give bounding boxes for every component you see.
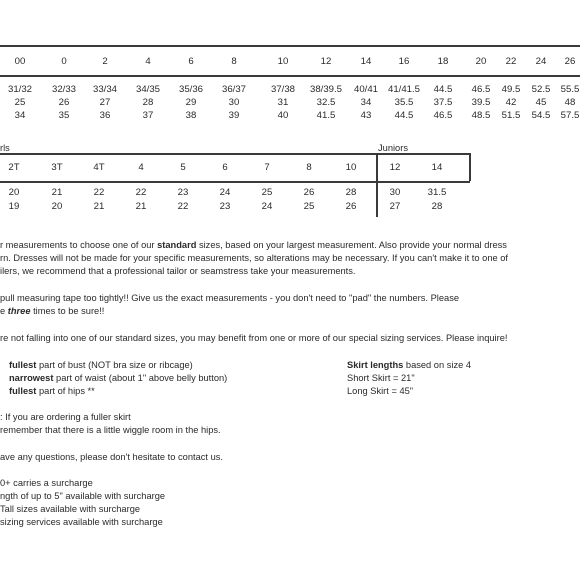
women-size-header: 2 <box>102 56 108 67</box>
women-size-cell: 36/37 <box>221 84 246 95</box>
women-size-header: 26 <box>564 56 576 67</box>
instructions-text: sizes, based on your largest measurement. Also provide your normal dress <box>196 240 507 250</box>
women-size-header: 4 <box>145 56 151 67</box>
girls-size-cell: 22 <box>177 201 189 212</box>
girls-size-cell: 23 <box>177 187 189 198</box>
girls-size-cell: 26 <box>345 201 357 212</box>
women-size-cell: 27 <box>99 97 111 108</box>
juniors-label: Juniors <box>378 143 408 153</box>
women-size-cell: 32.5 <box>316 97 336 108</box>
women-size-cell: 31 <box>277 97 289 108</box>
girls-size-header: 5 <box>180 162 186 173</box>
girls-size-header: 4 <box>138 162 144 173</box>
hips-instruction <box>9 385 95 397</box>
girls-size-cell: 26 <box>303 187 315 198</box>
bust-instruction <box>9 359 193 371</box>
girls-table-divider <box>0 181 470 183</box>
women-size-cell: 40/41 <box>353 84 378 95</box>
women-size-cell: 35.5 <box>394 97 414 108</box>
women-size-cell: 52.5 <box>531 84 551 95</box>
girls-size-header: 4T <box>93 162 105 173</box>
women-size-cell: 35 <box>58 110 70 121</box>
women-table-divider <box>0 75 580 77</box>
instructions-line-3: ilers, we recommend that a professional tailor or seamstress take your measurements. <box>0 266 356 276</box>
women-size-cell: 41/41.5 <box>387 84 420 95</box>
girls-size-cell: 20 <box>8 187 20 198</box>
skirt-lengths-title: Skirt lengths <box>347 360 404 370</box>
short-skirt-length: Short Skirt = 21" <box>347 373 415 383</box>
women-size-cell: 31/32 <box>7 84 32 95</box>
girls-table-top-border <box>0 153 470 155</box>
girls-size-cell: 28 <box>345 187 357 198</box>
women-size-cell: 29 <box>185 97 197 108</box>
women-size-cell: 55.5 <box>560 84 580 95</box>
girls-size-header: 8 <box>306 162 312 173</box>
surcharge-line-3: Tall sizes available with surcharge <box>0 504 141 514</box>
women-size-header: 6 <box>188 56 194 67</box>
hips-text: part of hips ** <box>36 386 95 396</box>
women-size-cell: 34 <box>14 110 26 121</box>
bust-emphasis: fullest <box>9 360 37 370</box>
women-size-cell: 51.5 <box>501 110 521 121</box>
long-skirt-length: Long Skirt = 45" <box>347 386 414 396</box>
girls-size-cell: 30 <box>389 187 401 198</box>
women-size-cell: 34 <box>360 97 372 108</box>
girls-size-header: 3T <box>51 162 63 173</box>
girls-size-cell: 24 <box>261 201 273 212</box>
girls-size-cell: 25 <box>303 201 315 212</box>
instructions-text: r measurements to choose one of our <box>0 240 158 250</box>
girls-size-cell: 22 <box>135 187 147 198</box>
women-size-cell: 44.5 <box>433 84 453 95</box>
girls-size-cell: 22 <box>93 187 105 198</box>
women-table-top-border <box>0 45 580 47</box>
instructions-line-1 <box>0 239 507 251</box>
women-size-cell: 41.5 <box>316 110 336 121</box>
women-size-header: 14 <box>360 56 372 67</box>
women-size-header: 16 <box>398 56 410 67</box>
surcharge-line-4: sizing services available with surcharge <box>0 517 163 527</box>
skirt-lengths-heading <box>347 359 471 371</box>
surcharge-line-2: ngth of up to 5" available with surcharge <box>0 491 166 501</box>
contact-line: ave any questions, please don't hesitate to contact us. <box>0 452 223 462</box>
hips-emphasis: fullest <box>9 386 37 396</box>
girls-size-cell: 28 <box>431 201 443 212</box>
girls-size-header: 7 <box>264 162 270 173</box>
women-size-cell: 45 <box>535 97 547 108</box>
girls-table-right-border <box>469 153 471 181</box>
three-emphasis: three <box>7 306 31 316</box>
standard-emphasis: standard <box>157 240 197 250</box>
women-size-cell: 35/36 <box>178 84 203 95</box>
instructions-line-2: rn. Dresses will not be made for your specific measurements, so alterations may be necessary. If you can't make it to one of <box>0 253 508 263</box>
girls-size-header: 6 <box>222 162 228 173</box>
girls-size-header: 14 <box>431 162 443 173</box>
girls-size-cell: 21 <box>135 201 147 212</box>
tape-warning-text: e <box>0 306 8 316</box>
women-size-cell: 40 <box>277 110 289 121</box>
women-size-cell: 44.5 <box>394 110 414 121</box>
women-size-cell: 37/38 <box>270 84 295 95</box>
women-size-cell: 25 <box>14 97 26 108</box>
women-size-cell: 39 <box>228 110 240 121</box>
girls-size-cell: 31.5 <box>427 187 447 198</box>
women-size-cell: 46.5 <box>433 110 453 121</box>
women-size-cell: 39.5 <box>471 97 491 108</box>
women-size-cell: 43 <box>360 110 372 121</box>
women-size-cell: 37 <box>142 110 154 121</box>
special-sizing-note: re not falling into one of our standard sizes, you may benefit from one or more of our special sizing services. Please inquire! <box>0 333 508 343</box>
girls-size-cell: 27 <box>389 201 401 212</box>
women-size-cell: 34/35 <box>135 84 160 95</box>
girls-size-cell: 20 <box>51 201 63 212</box>
women-size-cell: 38/39.5 <box>309 84 342 95</box>
girls-size-cell: 21 <box>51 187 63 198</box>
girls-size-cell: 25 <box>261 187 273 198</box>
women-size-cell: 48 <box>564 97 576 108</box>
women-size-header: 18 <box>437 56 449 67</box>
girls-size-header: 12 <box>389 162 401 173</box>
women-size-header: 12 <box>320 56 332 67</box>
girls-size-header: 2T <box>8 162 20 173</box>
bust-text: part of bust (NOT bra size or ribcage) <box>36 360 193 370</box>
women-size-header: 24 <box>535 56 547 67</box>
women-size-cell: 28 <box>142 97 154 108</box>
women-size-cell: 42 <box>505 97 517 108</box>
girls-size-cell: 23 <box>219 201 231 212</box>
girls-size-cell: 19 <box>8 201 20 212</box>
women-size-cell: 26 <box>58 97 70 108</box>
women-size-cell: 46.5 <box>471 84 491 95</box>
women-size-header: 0 <box>61 56 67 67</box>
women-size-header: 20 <box>475 56 487 67</box>
women-size-cell: 48.5 <box>471 110 491 121</box>
women-size-cell: 33/34 <box>92 84 117 95</box>
women-size-cell: 49.5 <box>501 84 521 95</box>
women-size-cell: 32/33 <box>51 84 76 95</box>
women-size-cell: 36 <box>99 110 111 121</box>
women-size-header: 00 <box>14 56 26 67</box>
girls-size-cell: 21 <box>93 201 105 212</box>
women-size-cell: 37.5 <box>433 97 453 108</box>
waist-emphasis: narrowest <box>9 373 54 383</box>
waist-instruction <box>9 372 227 384</box>
hip-note-line-1: : If you are ordering a fuller skirt <box>0 412 131 422</box>
women-size-header: 10 <box>277 56 289 67</box>
women-size-cell: 30 <box>228 97 240 108</box>
women-size-header: 8 <box>231 56 237 67</box>
surcharge-line-1: 0+ carries a surcharge <box>0 478 93 488</box>
women-size-header: 22 <box>505 56 517 67</box>
girls-size-header: 10 <box>345 162 357 173</box>
women-size-cell: 57.5 <box>560 110 580 121</box>
skirt-lengths-subtitle: based on size 4 <box>403 360 472 370</box>
tape-warning-line-1: pull measuring tape too tightly!! Give us the exact measurements - you don't need to "pad" the numbers. Please <box>0 293 460 303</box>
tape-warning-line-2 <box>0 305 104 317</box>
hip-note-line-2: remember that there is a little wiggle room in the hips. <box>0 425 221 435</box>
girls-size-cell: 24 <box>219 187 231 198</box>
women-size-cell: 54.5 <box>531 110 551 121</box>
girls-label: rls <box>0 143 10 153</box>
women-size-cell: 38 <box>185 110 197 121</box>
waist-text: part of waist (about 1" above belly button) <box>53 373 228 383</box>
tape-warning-text: times to be sure!! <box>30 306 105 316</box>
